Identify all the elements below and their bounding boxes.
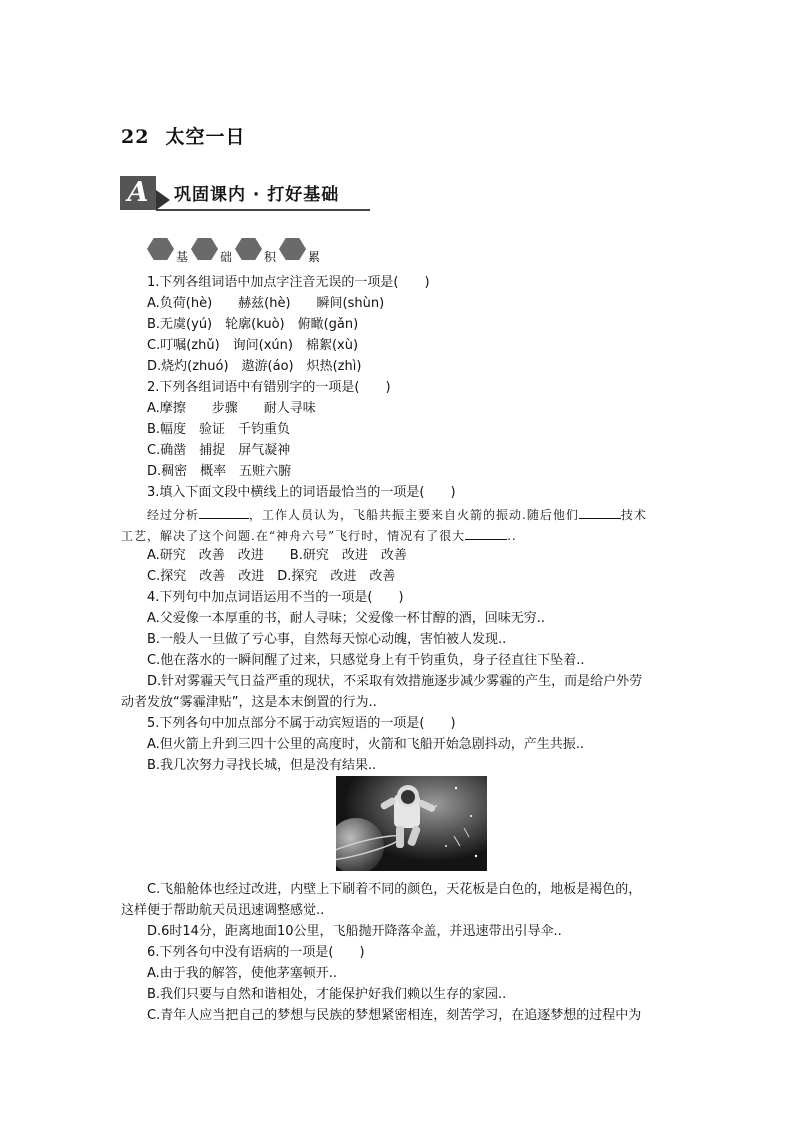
- lesson-title: [121, 122, 245, 149]
- fill-blank: [579, 506, 621, 519]
- answer-option: C.叮嘱(zhǔ) 询问(xún) 棉絮(xù): [147, 338, 359, 353]
- passage-text: ..: [507, 529, 517, 543]
- answer-option: A.但火箭上升到三四十公里的高度时，火箭和飞船开始急剧抖动，产生共振..: [147, 737, 585, 752]
- passage-line: [121, 527, 517, 544]
- question-stem: 4.下列句中加点词语运用不当的一项是( ): [147, 590, 404, 605]
- answer-option: C.探究 改善 改进 D.探究 改进 改善: [147, 569, 396, 584]
- answer-option: B.幅度 验证 千钧重负: [147, 422, 291, 437]
- answer-option: B.我几次努力寻找长城，但是没有结果..: [147, 758, 377, 773]
- lesson-number: 22: [121, 126, 150, 148]
- answer-option: A.负荷(hè) 赫兹(hè) 瞬间(shùn): [147, 296, 385, 311]
- section-char: 积: [264, 250, 277, 264]
- astronaut-photo: [336, 776, 487, 871]
- answer-option: D.烧灼(zhuó) 遨游(áo) 炽热(zhì): [147, 359, 362, 374]
- answer-option: C.确凿 捕捉 屏气凝神: [147, 443, 291, 458]
- answer-option: A.研究 改善 改进 B.研究 改进 改善: [147, 548, 407, 563]
- answer-option: D.针对雾霾天气日益严重的现状，不采取有效措施逐步减少雾霾的产生，而是给户外劳: [147, 674, 643, 689]
- passage-text: 工艺，解决了这个问题.在“神舟六号”飞行时，情况有了很大: [121, 529, 466, 543]
- answer-option: B.一般人一旦做了亏心事，自然每天惊心动魄，害怕被人发现..: [147, 632, 507, 647]
- answer-option: C.飞船舱体也经过改进，内壁上下刷着不同的颜色，天花板是白色的，地板是褐色的，: [147, 882, 642, 897]
- banner-arrow-icon: [156, 190, 170, 210]
- answer-option: A.摩擦 步骤 耐人寻味: [147, 401, 316, 416]
- question-stem: 1.下列各组词语中加点字注音无误的一项是( ): [147, 275, 430, 290]
- fill-blank: [199, 506, 249, 519]
- banner-letter: A: [120, 176, 156, 210]
- hexagon-icon: [191, 238, 218, 260]
- answer-option: A.由于我的解答，使他茅塞顿开..: [147, 966, 338, 981]
- section-char: 础: [220, 250, 233, 264]
- question-stem: 6.下列各句中没有语病的一项是( ): [147, 945, 365, 960]
- fill-blank: [465, 527, 507, 540]
- question-stem: 2.下列各组词语中有错别字的一项是( ): [147, 380, 391, 395]
- question-stem: 3.填入下面文段中横线上的词语最恰当的一项是( ): [147, 485, 456, 500]
- hexagon-icon: [235, 238, 262, 260]
- passage-line: [147, 506, 647, 523]
- answer-option: B.无虞(yú) 轮廓(kuò) 俯瞰(gǎn): [147, 317, 359, 332]
- passage-text: 技术: [620, 508, 647, 522]
- answer-option: B.我们只要与自然和谐相处，才能保护好我们赖以生存的家园..: [147, 987, 507, 1002]
- banner-text: 巩固课内 · 打好基础: [174, 185, 340, 205]
- answer-option-continued: 这样便于帮助航天员迅速调整感觉..: [121, 903, 325, 918]
- answer-option: D.稠密 概率 五赃六腑: [147, 464, 292, 479]
- answer-option: C.青年人应当把自己的梦想与民族的梦想紧密相连，刻苦学习，在追逐梦想的过程中为: [147, 1008, 642, 1023]
- answer-option-continued: 动者发放“雾霾津贴”，这是本末倒置的行为..: [121, 695, 377, 710]
- answer-option: D.6时14分，距离地面10公里，飞船抛开降落伞盖，并迅速带出引导伞..: [147, 924, 562, 939]
- lesson-name: 太空一日: [165, 126, 246, 148]
- question-stem: 5.下列各句中加点部分不属于动宾短语的一项是( ): [147, 716, 456, 731]
- passage-text: 经过分析: [147, 508, 200, 522]
- section-char: 累: [308, 250, 321, 264]
- passage-text: ，工作人员认为，飞船共振主要来自火箭的振动.随后他们: [249, 508, 579, 522]
- answer-option: A.父爱像一本厚重的书，耐人寻味；父爱像一杯甘醇的酒，回味无穷..: [147, 611, 546, 626]
- section-char: 基: [176, 250, 189, 264]
- hexagon-icon: [147, 238, 174, 260]
- section-banner: [120, 176, 370, 212]
- astronaut-illustration: [336, 776, 487, 871]
- banner-underline: [156, 209, 370, 211]
- hexagon-icon: [279, 238, 306, 260]
- answer-option: C.他在落水的一瞬间醒了过来，只感觉身上有千钧重负，身子径直往下坠着..: [147, 653, 585, 668]
